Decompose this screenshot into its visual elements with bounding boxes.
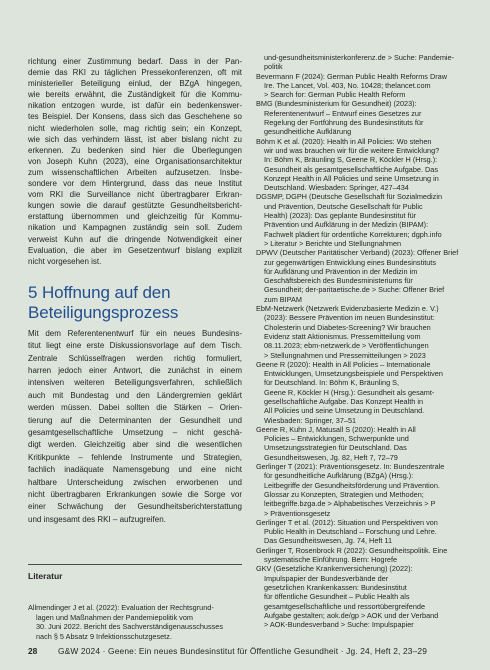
reference-entry: [256, 360, 474, 425]
reference-line: wir und was brauchen wir für die weitere Entwicklung?: [264, 145, 440, 155]
reference-line: Allmendinger J et al. (2022): Evaluation der Rechtsgrund-: [28, 603, 214, 613]
reference-line: DPWV (Deutscher Paritätischer Verband) (2023): Offener Brief: [256, 248, 459, 258]
reference-line: Geene R, Köckler H (Hrsg.): Gesundheit als gesamt-: [264, 387, 435, 397]
reference-line: leitbegriffe.bzga.de > Alphabetisches Verzeichnis > P: [264, 499, 436, 509]
reference-entry: [256, 546, 474, 565]
body-text-line: wie sich das verhindern lässt, ist aber bislang nicht zu: [28, 134, 242, 144]
running-footer-title: G&W 2024 · Geene: Ein neues Bundesinstitut für Öffentliche Gesundheit · Jg. 24, Heft 2, 23–29: [58, 646, 428, 656]
body-text-line: digt werden. Gleichzeitig aber sind die wesentlichen: [28, 440, 242, 450]
body-text-line: und insgesamt des RKI – aufzugreifen.: [28, 514, 166, 524]
reference-line: Gesundheitswesen, Jg. 82, Heft 7, 72–79: [264, 452, 398, 462]
reference-line: EbM-Netzwerk (Netzwerk Evidenzbasierte Medizin e. V.): [256, 304, 439, 314]
body-text-line: Kritikpunkte – fehlende Instrumente und Strategien,: [28, 452, 242, 462]
body-text-line: vom RKI die Surveillance nicht übertragbarer Erkran-: [28, 190, 242, 200]
literature-divider: [28, 564, 242, 565]
reference-line: > Search for: German Public Health Reform: [264, 90, 406, 100]
reference-line: Deutschland. Wiesbaden: Springer, 427–434: [264, 183, 409, 193]
reference-line: Geschäftsbereich des Bundesministeriums für: [264, 276, 413, 286]
body-text-line: werden müssen. Dabei sollten die Stärken – Orien-: [28, 403, 242, 413]
body-text-line: von Joseph Kuhn (2023), eine Organisationsarchitektur: [28, 156, 242, 166]
reference-entry: [256, 248, 474, 304]
reference-line: und Prävention, Deutsche Gesellschaft für Public: [264, 201, 423, 211]
reference-line: Gerlinger T (2021): Präventionsgesetz. In: Bundeszentrale: [256, 462, 445, 472]
body-text-line: Evaluation, die aber im Gesetzentwurf bislang explizit: [28, 245, 242, 255]
body-text-line: auch mit Bundestag und den Ländergremien geklärt: [28, 390, 242, 400]
reference-line: In: Böhm K, Bräunling S, Geene R, Köckler H (Hrsg.):: [264, 155, 438, 165]
body-text-line: nicht übertragbaren Erkrankungen sowie die Sorge vor: [28, 490, 242, 500]
reference-line: Glossar zu Konzepten, Strategien und Methoden;: [264, 489, 424, 499]
body-text-line: tes Beispiel. Der Konsens, dass sich das Geschehene so: [28, 112, 242, 122]
reference-line: Regelung der Fortführung des Bundesinstituts für: [264, 118, 424, 128]
reference-line: für Deutschland. In: Böhm K, Bräunling S,: [264, 378, 400, 388]
reference-line: für öffentliche Gesundheit – Public Health als: [264, 592, 410, 602]
body-text-line: Mit dem Referentenentwurf für ein neues Bundesins-: [28, 328, 242, 338]
right-column: [256, 53, 474, 629]
reference-line: Referentenentwurf – Entwurf eines Gesetzes zur: [264, 108, 422, 118]
reference-line: GKV (Gesetzliche Krankenversicherung) (2022):: [256, 564, 413, 574]
reference-line: zum BIPAM: [264, 294, 302, 304]
reference-entry: [256, 137, 474, 193]
literature-heading: Literatur: [28, 571, 63, 582]
body-text-line: gesamtgesellschaftliche Umsetzung – nicht geschä-: [28, 428, 242, 438]
reference-line: Wiesbaden: Springer, 37–51: [264, 415, 357, 425]
reference-line: 08.11.2023; ebm-netzwerk.de > Veröffentlichungen: [264, 341, 429, 351]
reference-line: Geene R (2020): Health in All Policies – Internationale: [256, 359, 431, 369]
reference-entry: [28, 603, 242, 641]
reference-line: zur gegenwärtigen Entwicklung eines Bundesinstituts: [264, 257, 436, 267]
reference-entry: [256, 462, 474, 518]
page-footer: [28, 645, 473, 657]
reference-line: Fachwelt plädiert für ordentliche Korrekturen; dgph.info: [264, 229, 442, 239]
body-text-line: haltbare Unterscheidung zwischen erworbenen und: [28, 477, 242, 487]
body-text-line: demie das RKI zu täglichen Pressekonferenzen, oft mit: [28, 68, 242, 78]
body-text-line: wie bereits erwähnt, die Zuständigkeit für die Kommu-: [28, 90, 242, 100]
reference-entry: [256, 518, 474, 546]
reference-line: Ire. The Lancet, Vol. 403, No. 10428; thelancet.com: [264, 80, 431, 90]
reference-line: > Stellungnahmen und Pressemitteilungen > 2023: [264, 350, 426, 360]
reference-line: Das Gesundheitswesen, Jg. 74, Heft 11: [264, 536, 393, 546]
body-paragraph: [28, 56, 242, 267]
body-text-line: fachlich inadäquate Namensgebung und eine nicht: [28, 465, 242, 475]
reference-entry: [256, 99, 474, 136]
reference-line: Umsetzungsstrategien für Deutschland. Das: [264, 443, 407, 453]
body-text-line: einer Schwächung der Gesundheitsberichterstattung: [28, 502, 242, 512]
reference-line: Geene R, Kuhn J, Matusall S (2020): Health in All: [256, 424, 416, 434]
reference-line: Cholesterin und Diabetes-Screening? Wir brauchen: [264, 322, 431, 332]
reference-line: All Policies und seine Umsetzung in Deutschland.: [264, 406, 425, 416]
left-column: [28, 56, 242, 641]
body-text-line: Zentrale Schlüsselfragen werden richtig formuliert,: [28, 353, 242, 363]
reference-line: 30. Juni 2022. Bericht des Sachverständigenausschusses: [36, 622, 223, 632]
reference-line: Gesundheit als gesamtgesellschaftliche Aufgabe. Das: [264, 164, 439, 174]
reference-line: > Literatur > Berichte und Stellungnahmen: [264, 238, 402, 248]
reference-line: Aufgabe gestalten; aok.de/gp > AOK und der Verband: [264, 610, 439, 620]
body-text-line: nicht vorgesehen ist.: [28, 256, 102, 266]
reference-line: gesamtgesellschaftliche und ressortübergreifende: [264, 601, 426, 611]
reference-line: > AOK-Bundesverband > Suche: Impulspapier: [264, 620, 414, 630]
reference-line: Böhm K et al. (2020): Health in All Policies: Wo stehen: [256, 136, 432, 146]
body-text-line: kungen sowie die darauf gestützte Gesundheitsbericht-: [28, 201, 242, 211]
reference-entry: [256, 425, 474, 462]
body-text-line: sondere vor dem Hintergrund, dass das neue Institut: [28, 179, 242, 189]
reference-entry: [256, 72, 474, 100]
body-text-line: erstattung übernommen und gleichzeitig für Kommu-: [28, 212, 242, 222]
reference-line: Impulspapier der Bundesverbände der: [264, 573, 389, 583]
body-paragraph: [28, 328, 242, 527]
reference-line: systematische Einführung. Bern: Hogrefe: [264, 555, 398, 565]
body-text-line: nicht wiederholen solle, mag richtig sein; ein Konzept,: [28, 123, 242, 133]
reference-line: Konzept Health in All Policies und seine Umsetzung in: [264, 173, 439, 183]
reference-line: gesellschaftliche Aufgabe. Das Konzept Health in: [264, 396, 424, 406]
reference-line: Policies – Entwicklungen, Schwerpunkte und: [264, 434, 409, 444]
section-heading: [28, 283, 242, 323]
body-text-line: zum wissenschaftlichen Arbeiten aufzusetzen. Insbe-: [28, 167, 242, 177]
reference-line: gesundheitliche Aufklärung: [264, 127, 352, 137]
reference-line: Evidenz statt Aktionismus. Pressemitteilung vom: [264, 331, 421, 341]
reference-line: lagen und Maßnahmen der Pandemiepolitik vom: [36, 612, 193, 622]
reference-line: Prävention und Aufklärung in der Medizin (BIPAM):: [264, 220, 429, 230]
section-heading-line: 5 Hoffnung auf den: [28, 282, 171, 302]
body-text-line: intensiven weiteren Beteiligungsverfahren, schließlich: [28, 378, 242, 388]
body-text-line: richtung einer Zustimmung bedarf. Dass in der Pan-: [28, 57, 242, 66]
reference-line: BMG (Bundesministerium für Gesundheit) (2023):: [256, 99, 417, 109]
body-text-line: titut liegt eine erste Diskussionsvorlage auf dem Tisch.: [28, 341, 242, 351]
body-text-line: tierung auf die Determinanten der Gesundheit und: [28, 415, 242, 425]
reference-entry: [256, 304, 474, 360]
reference-line: und-gesundheitsministerkonferenz.de > Suche: Pandemie-: [264, 53, 455, 62]
reference-line: gesetzlichen Krankenkassen: Bundesinstitut: [264, 582, 407, 592]
reference-line: > Präventionsgesetz: [264, 508, 331, 518]
body-text-line: nikation und Kampagnen zuständig sein soll. Zudem: [28, 223, 242, 233]
reference-entry: [256, 564, 474, 629]
reference-line: für gesundheitliche Aufklärung (BZgA) (Hrsg.):: [264, 471, 414, 481]
body-text-line: erkennen. Zu bedenken sind hier die Überlegungen: [28, 145, 242, 155]
reference-line: Gerlinger T, Rosenbrock R (2022): Gesundheitspolitik. Eine: [256, 545, 448, 555]
reference-line: nach § 5 Absatz 9 Infektionsschutzgesetz.: [36, 631, 172, 641]
page-number: 28: [28, 646, 38, 656]
reference-line: für Aufklärung und Prävention in der Medizin im: [264, 266, 418, 276]
reference-line: Public Health in Deutschland – Forschung und Lehre.: [264, 527, 437, 537]
reference-entry: [256, 192, 474, 248]
body-text-line: verweist Kuhn auf die dringende Notwendigkeit einer: [28, 234, 242, 244]
body-text-line: nikation entzogen wurde, ist dafür ein bedenkenswer-: [28, 101, 242, 111]
reference-line: Gesundheit; der-paritaetische.de > Suche: Offener Brief: [264, 285, 445, 295]
reference-line: DGSMP, DGPH (Deutsche Gesellschaft für Sozialmedizin: [256, 192, 443, 202]
reference-line: Leitbegriffe der Gesundheitsförderung und Prävention.: [264, 480, 440, 490]
reference-line: politik: [264, 62, 283, 72]
reference-line: Entwicklungen, Umsetzungsbeispiele und Perspektiven: [264, 369, 443, 379]
reference-line: (2023): Bessere Prävention im neuen Bundesinstitut:: [264, 313, 435, 323]
body-text-line: ministerieller Beteiligung einlud, der BZgA hingegen,: [28, 79, 242, 89]
reference-entry: [256, 53, 474, 72]
reference-line: Bevermann F (2024): German Public Health Reforms Draw: [256, 71, 448, 81]
section-heading-line: Beteiligungsprozess: [28, 302, 179, 322]
body-text-line: harren jedoch einer Antwort, die zunächst in einem: [28, 366, 242, 375]
reference-line: Health) (2023): Das geplante Bundesinstitut für: [264, 211, 417, 221]
reference-line: Gerlinger T et al. (2012): Situation und Perspektiven von: [256, 517, 438, 527]
